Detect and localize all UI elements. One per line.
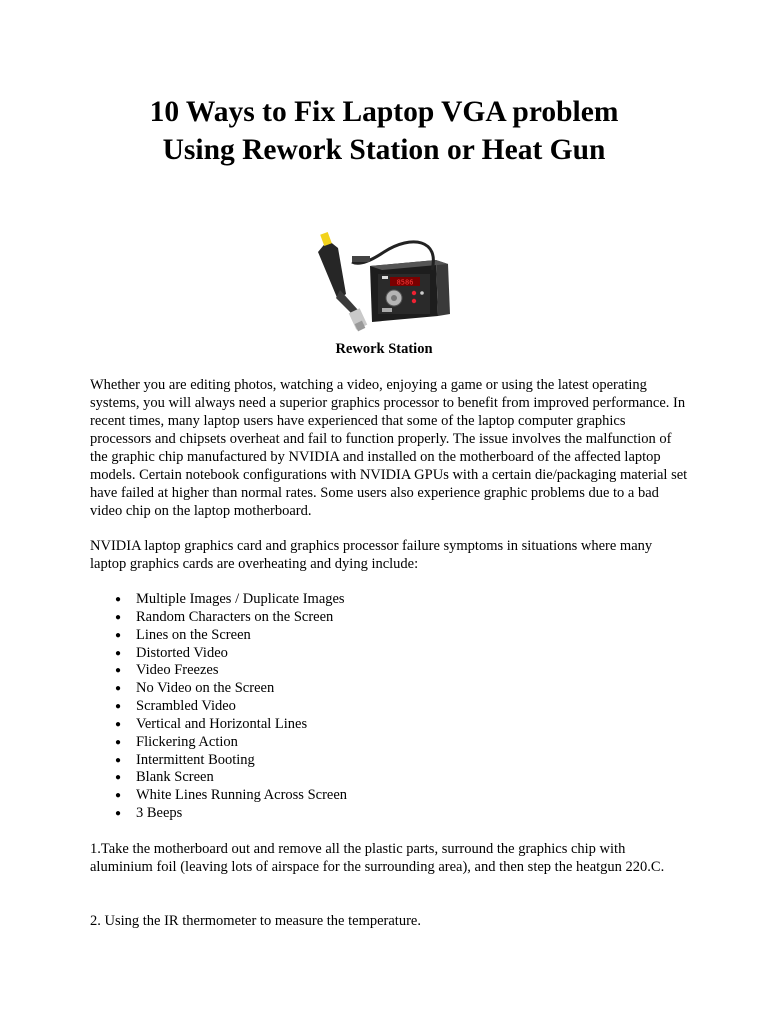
bullet-icon: ● [115, 594, 122, 605]
list-item [0, 627, 347, 645]
step-2-paragraph: 2. Using the IR thermometer to measure the temperature. [90, 913, 421, 929]
bullet-icon: ● [115, 790, 122, 802]
list-item [0, 698, 347, 716]
bullet-icon: ● [115, 683, 122, 695]
bullet-icon: ● [115, 772, 122, 784]
title-line-1: 10 Ways to Fix Laptop VGA problem [149, 96, 619, 128]
bullet-icon: ● [115, 665, 122, 677]
list-item [0, 645, 347, 663]
bullet-icon: ● [115, 647, 122, 659]
list-item [0, 680, 347, 698]
intro-paragraph: Whether you are editing photos, watching a video, enjoying a game or using the latest operating systems, you will always need a superior graphics processor to benefit from improved performance. In recent times, many laptop users have experienced that some of the laptop computer graphics processors and chipsets overheat and fail to function properly. The issue involves the malfunction of the graphic chip manufactured by NVIDIA and installed on the motherboard of the affected laptop models. Certain notebook configurations with NVIDIA GPUs with a certain die/packaging material set have failed at higher than normal rates. Some users also experience graphic problems due to a bad video chip on the laptop motherboard. [90, 377, 688, 519]
list-item [0, 752, 347, 770]
list-item-label: Video Freezes [136, 662, 219, 679]
list-item-label: No Video on the Screen [136, 680, 275, 697]
list-item [0, 805, 347, 823]
list-item-label: 3 Beeps [136, 805, 183, 822]
list-item [0, 716, 347, 734]
figure-caption: Rework Station [335, 341, 433, 357]
title-line-2: Using Rework Station or Heat Gun [162, 134, 606, 166]
list-item-label: Intermittent Booting [136, 751, 255, 768]
bullet-icon: ● [115, 701, 122, 713]
list-item-label: Multiple Images / Duplicate Images [136, 591, 345, 607]
station-display-readout: 8586 [396, 278, 414, 287]
rework-station-image [312, 230, 458, 334]
list-item-label: Distorted Video [136, 644, 228, 661]
list-item-label: White Lines Running Across Screen [136, 787, 348, 804]
list-item-label: Blank Screen [136, 769, 214, 786]
list-item-label: Vertical and Horizontal Lines [136, 715, 308, 732]
symptoms-intro-paragraph: NVIDIA laptop graphics card and graphics processor failure symptoms in situations where many laptop graphics cards are overheating and dying include: [90, 538, 653, 572]
bullet-icon: ● [115, 629, 122, 641]
list-item [0, 734, 347, 752]
bullet-icon: ● [115, 718, 122, 730]
list-item [0, 769, 347, 787]
bullet-icon: ● [115, 754, 122, 766]
step-1-paragraph: 1.Take the motherboard out and remove all the plastic parts, surround the graphics chip with aluminium foil (leaving lots of airspace for the surrounding area), and then step the heatgun 220.C. [90, 841, 665, 875]
list-item [0, 662, 347, 680]
page-title [0, 93, 768, 169]
list-item-label: Scrambled Video [136, 698, 236, 715]
bullet-icon: ● [115, 808, 122, 820]
list-item [0, 609, 347, 627]
list-item-label: Random Characters on the Screen [136, 608, 334, 625]
bullet-icon: ● [115, 611, 122, 623]
list-item [0, 591, 347, 609]
list-item-label: Flickering Action [136, 733, 238, 750]
symptom-list [0, 591, 347, 823]
bullet-icon: ● [115, 736, 122, 748]
list-item [0, 787, 347, 805]
list-item-label: Lines on the Screen [136, 626, 251, 643]
